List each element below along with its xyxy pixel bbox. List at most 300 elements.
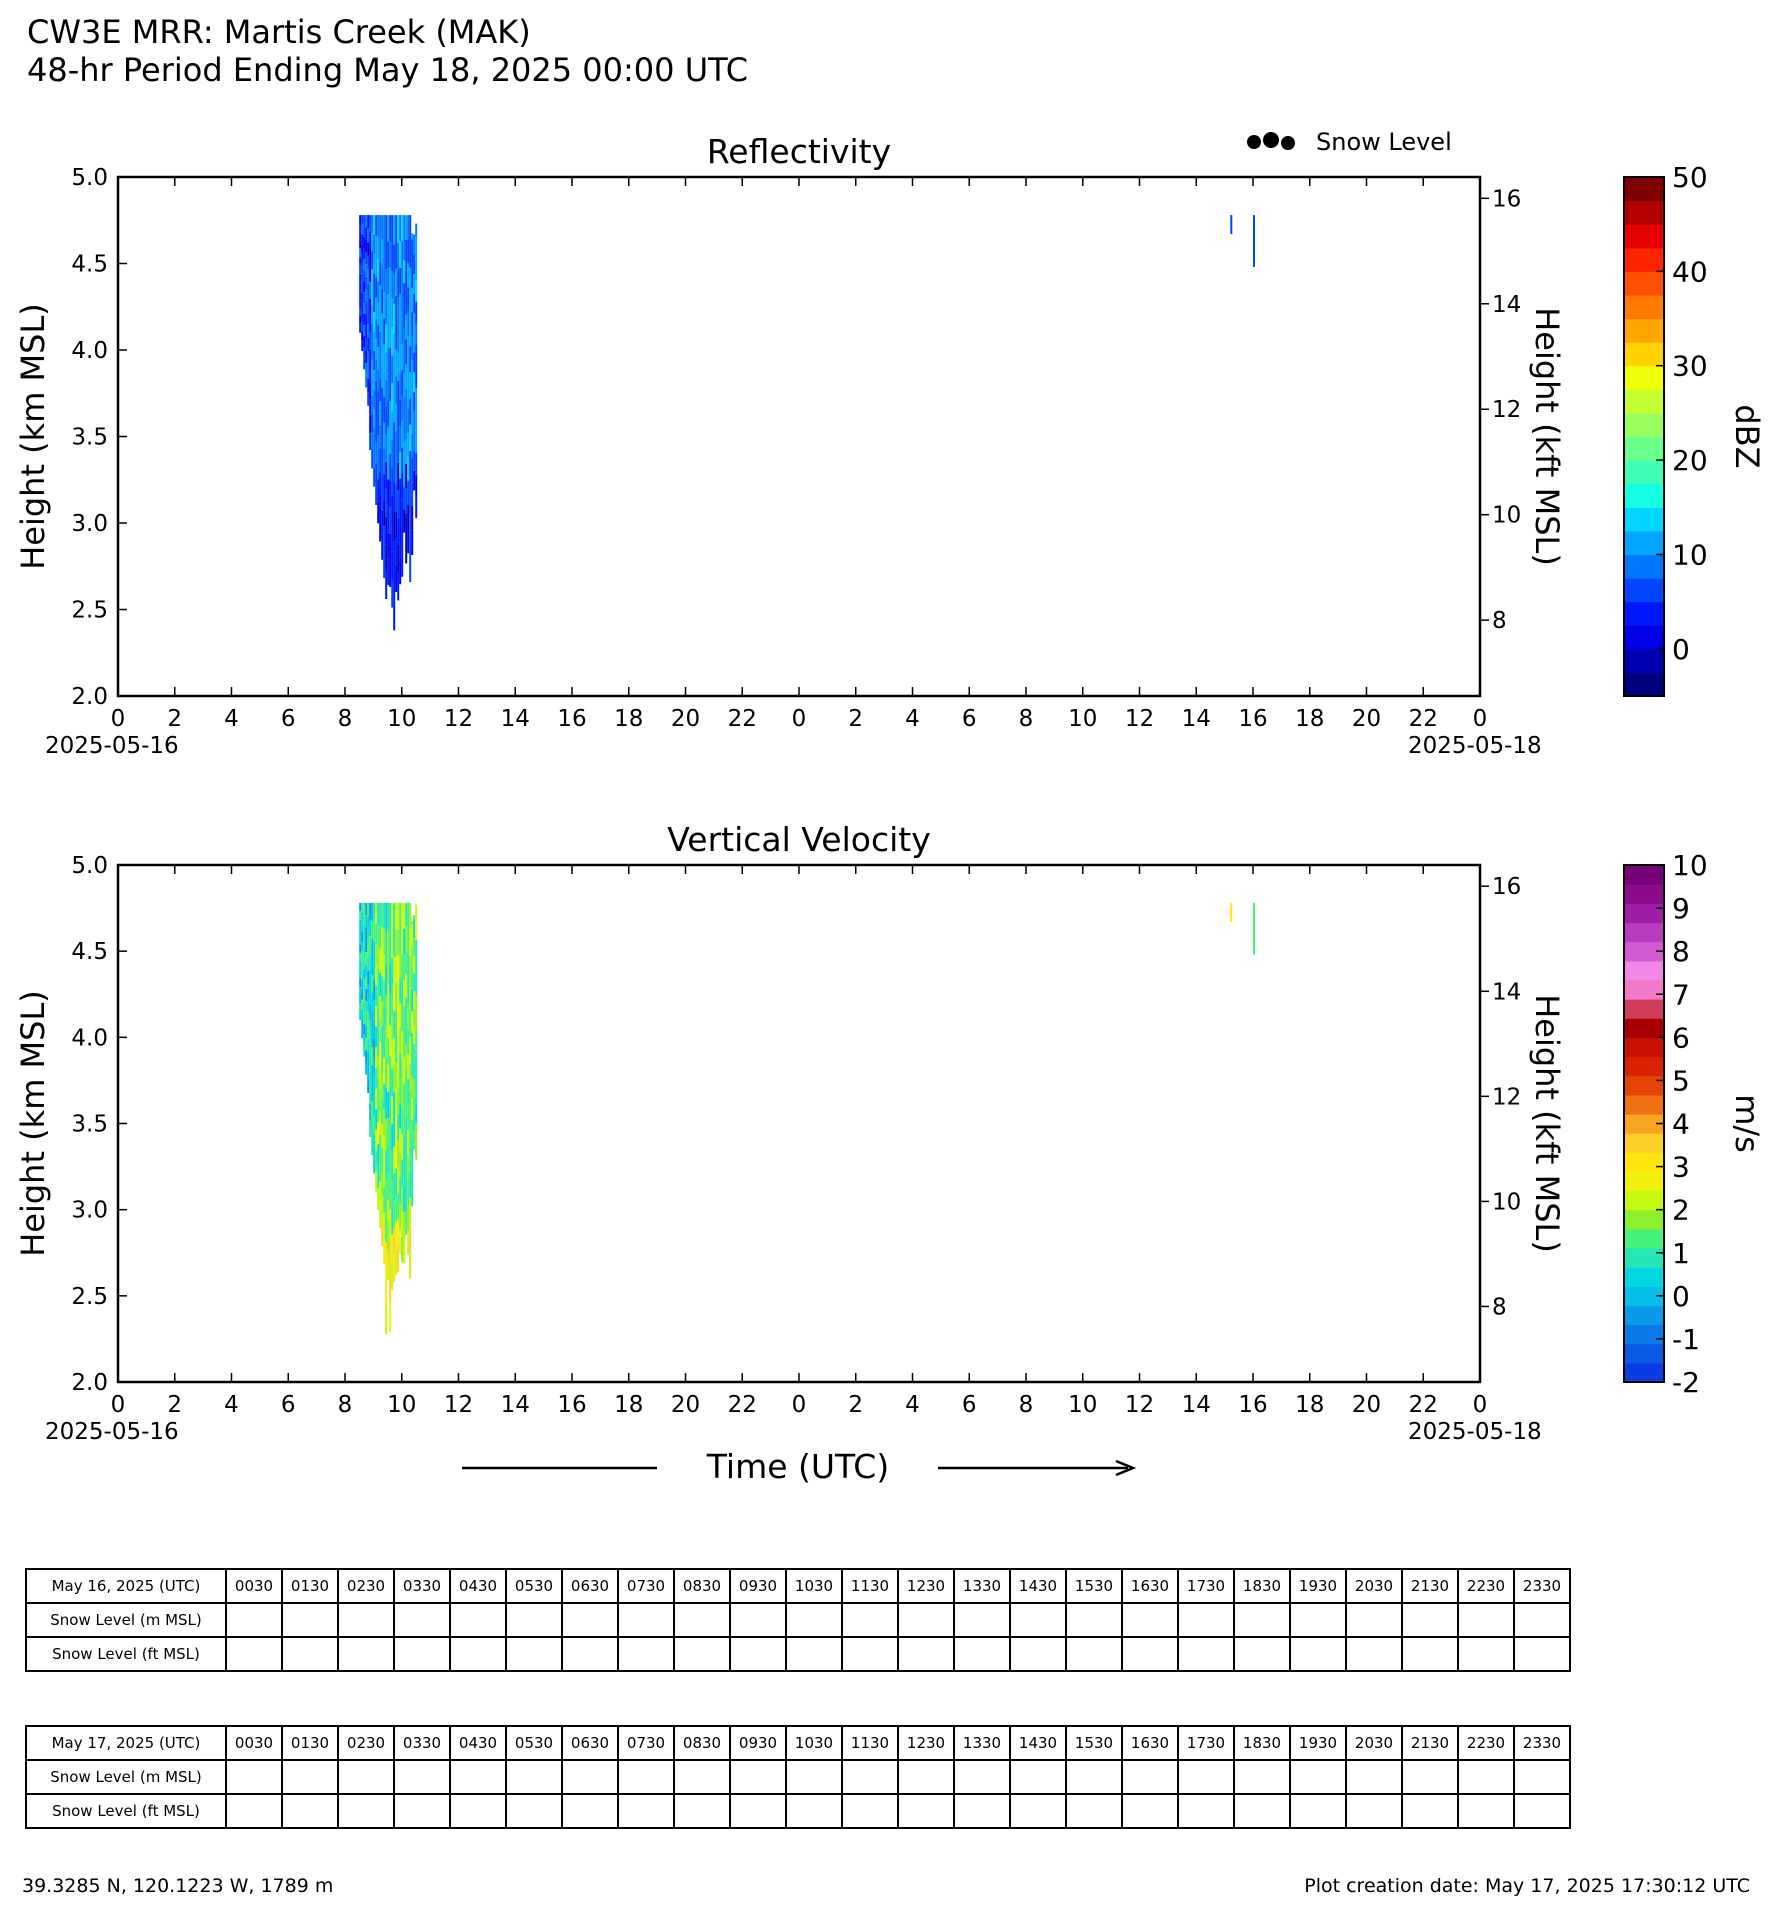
echo-cell	[365, 1063, 367, 1075]
colorbar-tick-label: 0	[1672, 1279, 1690, 1313]
echo-cell	[401, 293, 403, 319]
echo-cell	[369, 1003, 371, 1020]
echo-cell	[359, 215, 361, 223]
echo-cell	[409, 294, 411, 320]
echo-cell	[369, 265, 371, 282]
echo-cell	[405, 1211, 407, 1235]
snow-level-table-day2	[25, 1725, 1571, 1829]
echo-cell	[389, 321, 391, 348]
table-value-cell	[1066, 1794, 1122, 1828]
echo-cell	[387, 347, 389, 373]
table-row-label: Snow Level (ft MSL)	[26, 1794, 226, 1828]
panel-title: Reflectivity	[706, 132, 892, 171]
echo-cell	[365, 1026, 367, 1038]
table-time-cell: 2230	[1458, 1569, 1514, 1603]
echo-cell	[371, 233, 373, 251]
echo-cell	[401, 525, 403, 551]
echo-cell	[373, 1154, 375, 1173]
echo-cell	[361, 225, 363, 235]
echo-cell	[413, 938, 415, 956]
echo-cell	[385, 1088, 387, 1119]
echo-cell	[413, 372, 415, 392]
echo-cell	[385, 489, 387, 516]
echo-cell	[383, 319, 385, 345]
echo-cell	[407, 312, 409, 336]
echo-cell	[369, 1020, 371, 1037]
echo-cell	[413, 451, 415, 471]
echo-cell	[387, 559, 389, 585]
echo-cell	[415, 1123, 417, 1141]
table-value-cell	[730, 1794, 786, 1828]
echo-cell	[379, 949, 381, 972]
echo-cell	[391, 580, 393, 608]
table-time-cell: 1730	[1178, 1569, 1234, 1603]
echo-cell	[411, 990, 413, 1012]
echo-cell	[405, 1187, 407, 1211]
table-value-cell	[1122, 1637, 1178, 1671]
echo-cell	[361, 341, 363, 351]
echo-cell	[369, 903, 371, 920]
echo-cell	[363, 1013, 365, 1024]
echo-cell	[377, 947, 379, 969]
echo-cell	[383, 449, 385, 475]
echo-cell	[373, 254, 375, 273]
echo-cell	[373, 390, 375, 409]
echo-cell	[395, 215, 397, 242]
table-row-label: Snow Level (m MSL)	[26, 1760, 226, 1794]
echo-cell	[409, 372, 411, 398]
echo-cell	[399, 558, 401, 584]
echo-cell	[403, 374, 405, 397]
echo-cell	[405, 1069, 407, 1093]
echo-cell	[393, 1065, 395, 1092]
echo-cell	[365, 215, 367, 227]
table-value-cell	[450, 1760, 506, 1794]
echo-cell	[413, 1044, 415, 1062]
colorbar-swatch	[1624, 177, 1664, 201]
echo-cell	[395, 242, 397, 269]
echo-cell	[411, 946, 413, 968]
echo-cell	[387, 506, 389, 532]
echo-cell	[413, 1079, 415, 1097]
echo-cell	[379, 402, 381, 425]
echo-cell	[377, 457, 379, 479]
echo-cell	[369, 1037, 371, 1054]
echo-cell	[409, 1010, 411, 1037]
table-value-cell	[1234, 1760, 1290, 1794]
echo-cell	[373, 1058, 375, 1077]
echo-cell	[397, 463, 399, 491]
echo-cell	[393, 363, 395, 393]
echo-cell	[377, 259, 379, 281]
echo-cell	[389, 1056, 391, 1087]
colorbar-tick-label: 10	[1672, 849, 1708, 882]
table-value-cell	[1458, 1794, 1514, 1828]
echo-cell	[377, 391, 379, 413]
echo-cell	[361, 951, 363, 961]
table-value-cell	[282, 1603, 338, 1637]
echo-cell	[403, 903, 405, 929]
echo-cell	[367, 324, 369, 338]
echo-cell	[389, 507, 391, 534]
table-value-cell	[954, 1794, 1010, 1828]
echo-cell	[401, 1083, 403, 1109]
echo-cell	[377, 435, 379, 457]
echo-cell	[413, 921, 415, 939]
echo-cell	[411, 1185, 413, 1207]
echo-cell	[407, 1155, 409, 1180]
echo-cell	[399, 321, 401, 347]
table-value-cell	[786, 1637, 842, 1671]
x-date-start: 2025-05-16	[45, 1419, 179, 1445]
echo-cell	[373, 1019, 375, 1038]
echo-cell	[363, 358, 365, 369]
echo-cell	[381, 1099, 383, 1124]
echo-cell	[383, 955, 385, 981]
echo-cell	[413, 313, 415, 333]
colorbar-swatch	[1624, 224, 1664, 248]
table-value-cell	[1346, 1603, 1402, 1637]
echo-cell	[371, 1047, 373, 1065]
x-tick-label: 16	[557, 706, 587, 732]
echo-cell	[359, 945, 361, 953]
echo-cell	[389, 1117, 391, 1148]
echo-cell	[413, 973, 415, 991]
echo-cell	[385, 903, 387, 934]
echo-cell	[411, 264, 413, 288]
echo-cell	[385, 1211, 387, 1242]
echo-cell	[371, 1137, 373, 1155]
echo-cell	[383, 1084, 385, 1110]
echo-cell	[369, 1087, 371, 1104]
table-value-cell	[730, 1637, 786, 1671]
echo-cell	[361, 922, 363, 932]
table-time-cell: 0130	[282, 1569, 338, 1603]
echo-cell	[367, 957, 369, 971]
echo-cell	[369, 299, 371, 316]
echo-cell	[385, 380, 387, 407]
table-value-cell	[1066, 1637, 1122, 1671]
table-value-cell	[618, 1603, 674, 1637]
echo-cell	[385, 243, 387, 270]
table-value-cell	[394, 1603, 450, 1637]
echo-cell	[413, 1026, 415, 1044]
echo-cell	[391, 1262, 393, 1290]
echo-cell	[407, 1029, 409, 1054]
echo-cell	[361, 1009, 363, 1019]
table-time-cell: 1030	[786, 1569, 842, 1603]
echo-cell	[361, 254, 363, 264]
table-time-cell: 1930	[1290, 1569, 1346, 1603]
echo-cell	[391, 439, 393, 467]
echo-cell	[407, 481, 409, 505]
echo-cell	[391, 1235, 393, 1263]
echo-cell	[383, 1110, 385, 1136]
echo-cell	[371, 903, 373, 921]
echo-cell	[369, 249, 371, 266]
echo-cell	[391, 1179, 393, 1207]
echo-cell	[381, 511, 383, 536]
echo-cell	[363, 303, 365, 314]
x-tick-label: 16	[1238, 706, 1268, 732]
echo-cell	[409, 930, 411, 957]
echo-cell	[361, 913, 363, 923]
x-tick-label: 0	[1472, 1392, 1488, 1418]
echo-cell	[377, 303, 379, 325]
echo-cell	[369, 1070, 371, 1087]
echo-cell	[381, 977, 383, 1002]
echo-cell	[381, 1124, 383, 1149]
echo-cell	[411, 434, 413, 458]
echo-cell	[365, 375, 367, 387]
table-value-cell	[562, 1794, 618, 1828]
echo-cell	[369, 953, 371, 970]
echo-cell	[377, 369, 379, 391]
echo-cell	[385, 1242, 387, 1273]
echo-cell	[391, 355, 393, 383]
echo-cell	[383, 1135, 385, 1161]
table-time-cell: 1430	[1010, 1569, 1066, 1603]
echo-cell	[373, 903, 375, 922]
colorbar-tick-label: 6	[1672, 1021, 1690, 1055]
echo-cell	[375, 1109, 377, 1130]
echo-cell	[399, 1229, 401, 1254]
echo-cell	[399, 531, 401, 557]
echo-cell	[393, 452, 395, 482]
table-time-cell: 2030	[1346, 1569, 1402, 1603]
echo-cell	[395, 269, 397, 296]
echo-cell	[381, 903, 383, 928]
echo-cell	[383, 980, 385, 1006]
echo-cell	[409, 1037, 411, 1064]
echo-cell	[385, 1026, 387, 1057]
echo-cell	[395, 1036, 397, 1063]
echo-cell	[387, 268, 389, 294]
table-value-cell	[1402, 1794, 1458, 1828]
echo-cell	[375, 1089, 377, 1110]
echo-cell	[403, 465, 405, 488]
echo-cell	[383, 241, 385, 267]
table-value-cell	[394, 1794, 450, 1828]
echo-cell	[391, 1014, 393, 1042]
echo-cell	[389, 903, 391, 934]
echo-cell	[359, 995, 361, 1003]
echo-cell	[383, 1032, 385, 1058]
echo-cell	[409, 504, 411, 530]
table-value-cell	[226, 1760, 282, 1794]
echo-cell	[405, 1021, 407, 1045]
echo-cell	[379, 1135, 381, 1158]
echo-cell	[411, 531, 413, 555]
echo-cell	[399, 1078, 401, 1103]
echo-cell	[397, 1220, 399, 1246]
x-tick-label: 12	[443, 1392, 474, 1418]
echo-cell	[387, 1038, 389, 1065]
echo-cell	[365, 1038, 367, 1050]
x-tick-label: 6	[961, 1392, 977, 1418]
echo-cell	[399, 1028, 401, 1053]
echo-cell	[415, 410, 417, 432]
echo-cell	[397, 353, 399, 381]
table-value-cell	[450, 1637, 506, 1671]
echo-cell	[363, 958, 365, 969]
table-time-cell: 0430	[450, 1726, 506, 1760]
table-value-cell	[562, 1637, 618, 1671]
echo-cell	[403, 1135, 405, 1161]
colorbar-swatch	[1624, 319, 1664, 343]
echo-cell	[397, 1035, 399, 1061]
colorbar-tick-label: 40	[1672, 255, 1708, 289]
echo-cell	[377, 969, 379, 991]
echo-cell	[385, 572, 387, 599]
x-tick-label: 14	[1181, 706, 1211, 732]
echo-cell	[373, 235, 375, 254]
y-right-tick-label: 10	[1492, 502, 1522, 529]
echo-cell	[397, 982, 399, 1008]
echo-cell	[377, 1078, 379, 1100]
x-tick-label: 16	[1238, 1392, 1268, 1418]
table-value-cell	[1514, 1794, 1570, 1828]
echo-cell	[381, 1197, 383, 1222]
table-value-cell	[954, 1637, 1010, 1671]
echo-cell	[369, 349, 371, 366]
echo-cell	[411, 458, 413, 482]
echo-cell	[359, 266, 361, 274]
colorbar-swatch	[1624, 884, 1664, 904]
x-tick-label: 14	[500, 706, 530, 732]
table-time-cell: 2130	[1402, 1569, 1458, 1603]
station-location: 39.3285 N, 120.1223 W, 1789 m	[22, 1875, 334, 1897]
x-tick-label: 22	[1408, 1392, 1438, 1418]
echo-cell	[379, 472, 381, 495]
echo-cell	[365, 989, 367, 1001]
echo-cell	[385, 435, 387, 462]
colorbar	[1624, 161, 1766, 697]
panel-title: Vertical Velocity	[667, 820, 931, 859]
x-tick-label: 2	[167, 1392, 183, 1418]
echo-layer	[359, 215, 1255, 630]
echo-cell	[381, 535, 383, 560]
echo-cell	[387, 957, 389, 984]
echo-cell	[369, 433, 371, 450]
table-row-label: Snow Level (m MSL)	[26, 1603, 226, 1637]
echo-cell	[399, 268, 401, 294]
y-tick-label: 4.5	[71, 939, 108, 966]
table-value-cell	[1402, 1760, 1458, 1794]
colorbar-swatch	[1624, 625, 1664, 649]
echo-cell	[397, 215, 399, 243]
table-time-cell: 1330	[954, 1726, 1010, 1760]
table-value-cell	[1458, 1760, 1514, 1794]
echo-cell	[381, 388, 383, 413]
echo-cell	[369, 215, 371, 232]
echo-cell	[395, 930, 397, 957]
echo-cell	[375, 401, 377, 422]
table-time-cell: 0230	[338, 1726, 394, 1760]
echo-cell	[387, 453, 389, 479]
echo-cell	[379, 378, 381, 401]
echo-cell	[361, 332, 363, 342]
echo-cell	[387, 1119, 389, 1146]
echo-cell	[409, 957, 411, 984]
echo-cell	[395, 1248, 397, 1275]
echo-cell	[397, 243, 399, 271]
echo-cell	[371, 957, 373, 975]
echo-cell	[363, 914, 365, 925]
echo-cell	[403, 260, 405, 283]
y-right-tick-label: 8	[1492, 608, 1507, 635]
table-value-cell	[1458, 1637, 1514, 1671]
y-tick-label: 5.0	[71, 853, 108, 879]
table-value-cell	[1290, 1637, 1346, 1671]
echo-cell	[387, 984, 389, 1011]
echo-cell	[367, 930, 369, 944]
echo-cell	[389, 454, 391, 481]
echo-cell	[367, 242, 369, 256]
echo-cell	[375, 381, 377, 402]
echo-cell	[405, 414, 407, 439]
colorbar-swatch	[1624, 980, 1664, 1000]
table-value-cell	[842, 1794, 898, 1828]
table-time-cell: 0930	[730, 1726, 786, 1760]
x-tick-label: 8	[337, 1392, 353, 1418]
echo-cell	[401, 1109, 403, 1135]
table-value-cell	[282, 1637, 338, 1671]
echo-cell	[405, 464, 407, 489]
echo-cell	[399, 1179, 401, 1204]
echo-cell	[415, 1031, 417, 1049]
x-tick-label: 6	[280, 1392, 296, 1418]
echo-cell	[365, 277, 367, 289]
table-value-cell	[394, 1760, 450, 1794]
echo-cell	[401, 499, 403, 525]
echo-cell	[397, 1088, 399, 1114]
echo-cell	[375, 339, 377, 360]
y-axis-label: Height (km MSL)	[14, 990, 52, 1257]
echo-cell	[403, 351, 405, 374]
echo-cell	[367, 1079, 369, 1093]
echo-cell	[413, 915, 415, 920]
table-value-cell	[282, 1794, 338, 1828]
table-value-cell	[226, 1637, 282, 1671]
table-value-cell	[226, 1794, 282, 1828]
echo-cell	[361, 293, 363, 303]
y-tick-label: 2.0	[71, 1370, 108, 1396]
echo-cell	[381, 1026, 383, 1051]
echo-cell	[361, 264, 363, 274]
echo-cell	[401, 448, 403, 474]
echo-cell	[367, 1066, 369, 1080]
echo-cell	[393, 245, 395, 275]
colorbar-swatch	[1624, 1229, 1664, 1249]
echo-cell	[393, 984, 395, 1011]
echo-cell	[395, 484, 397, 511]
table-row	[26, 1603, 1570, 1637]
x-tick-label: 14	[500, 1392, 530, 1418]
echo-cell	[369, 936, 371, 953]
echo-cell	[389, 995, 391, 1026]
x-date-end: 2025-05-18	[1408, 733, 1542, 759]
y-right-tick-label: 14	[1492, 979, 1522, 1006]
x-tick-label: 22	[1408, 706, 1438, 732]
echo-cell	[409, 1064, 411, 1091]
colorbar-tick-label: 30	[1672, 349, 1708, 383]
echo-cell	[413, 333, 415, 353]
table-time-cell: 1130	[842, 1726, 898, 1760]
echo-cell	[359, 224, 361, 232]
colorbar-swatch	[1624, 602, 1664, 626]
echo-cell	[363, 1024, 365, 1035]
